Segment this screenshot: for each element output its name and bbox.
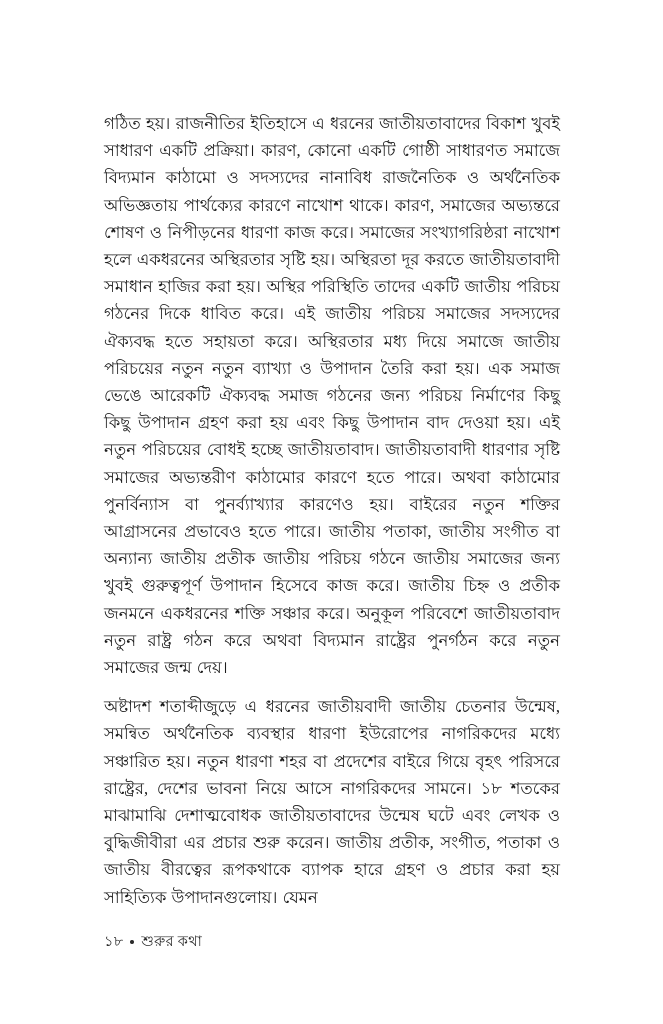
footer-page-number: ১৮	[104, 934, 124, 950]
page-footer	[104, 932, 202, 952]
footer-chapter-title: শুরুর কথা	[141, 934, 203, 950]
page-text-block	[104, 110, 560, 911]
bullet-dot-icon	[130, 940, 134, 944]
body-paragraph-2: অষ্টাদশ শতাব্দীজুড়ে এ ধরনের জাতীয়বাদী জাতীয় চেতনার উন্মেষ, সমন্বিত অর্থনৈতিক ব্যবস্থার ধারণা ইউরোপের নাগরিকদের মধ্যে সঞ্চারিত হয়। নতুন ধারণা শহর বা প্রদেশের বাইরে গিয়ে বৃহৎ পরিসরে রাষ্ট্রের, দেশের ভাবনা নিয়ে আসে নাগরিকদের সামনে। ১৮ শতকের মাঝামাঝি দেশাত্মবোধক জাতীয়তাবাদের উন্মেষ ঘটে এবং লেখক ও বুদ্ধিজীবীরা এর প্রচার শুরু করেন। জাতীয় প্রতীক, সংগীত, পতাকা ও জাতীয় বীরত্বের রূপকথাকে ব্যাপক হারে গ্রহণ ও প্রচার করা হয় সাহিত্যিক উপাদানগুলোয়। যেমন	[104, 697, 560, 907]
body-paragraph-1: গঠিত হয়। রাজনীতির ইতিহাসে এ ধরনের জাতীয়তাবাদের বিকাশ খুবই সাধারণ একটি প্রক্রিয়া। কারণ, কোনো একটি গোষ্ঠী সাধারণত সমাজে বিদ্যমান কাঠামো ও সদস্যদের নানাবিধ রাজনৈতিক ও অর্থনৈতিক অভিজ্ঞতায় পার্থক্যের কারণে নাখোশ থাকে। কারণ, সমাজের অভ্যন্তরে শোষণ ও নিপীড়নের ধারণা কাজ করে। সমাজের সংখ্যাগরিষ্ঠরা নাখোশ হলে একধরনের অস্থিরতার সৃষ্টি হয়। অস্থিরতা দূর করতে জাতীয়তাবাদী সমাধান হাজির করা হয়। অস্থির পরিস্থিতি তাদের একটি জাতীয় পরিচয় গঠনের দিকে ধাবিত করে। এই জাতীয় পরিচয় সমাজের সদস্যদের ঐক্যবদ্ধ হতে সহায়তা করে। অস্থিরতার মধ্য দিয়ে সমাজে জাতীয় পরিচয়ের নতুন নতুন ব্যাখ্যা ও উপাদান তৈরি করা হয়। এক সমাজ ভেঙে আরেকটি ঐক্যবদ্ধ সমাজ গঠনের জন্য পরিচয় নির্মাণের কিছু কিছু উপাদান গ্রহণ করা হয় এবং কিছু উপাদান বাদ দেওয়া হয়। এই নতুন পরিচয়ের বোধই হচ্ছে জাতীয়তাবাদ। জাতীয়তাবাদী ধারণার সৃষ্টি সমাজের অভ্যন্তরীণ কাঠামোর কারণে হতে পারে। অথবা কাঠামোর পুনর্বিন্যাস বা পুনর্ব্যাখ্যার কারণেও হয়। বাইরের নতুন শক্তির আগ্রাসনের প্রভাবেও হতে পারে। জাতীয় পতাকা, জাতীয় সংগীত বা অন্যান্য জাতীয় প্রতীক জাতীয় পরিচয় গঠনে জাতীয় সমাজের জন্য খুবই গুরুত্বপূর্ণ উপাদান হিসেবে কাজ করে। জাতীয় চিহ্ন ও প্রতীক জনমনে একধরনের শক্তি সঞ্চার করে। অনুকূল পরিবেশে জাতীয়তাবাদ নতুন রাষ্ট্র গঠন করে অথবা বিদ্যমান রাষ্ট্রের পুনর্গঠন করে নতুন সমাজের জন্ম দেয়।	[104, 114, 560, 678]
